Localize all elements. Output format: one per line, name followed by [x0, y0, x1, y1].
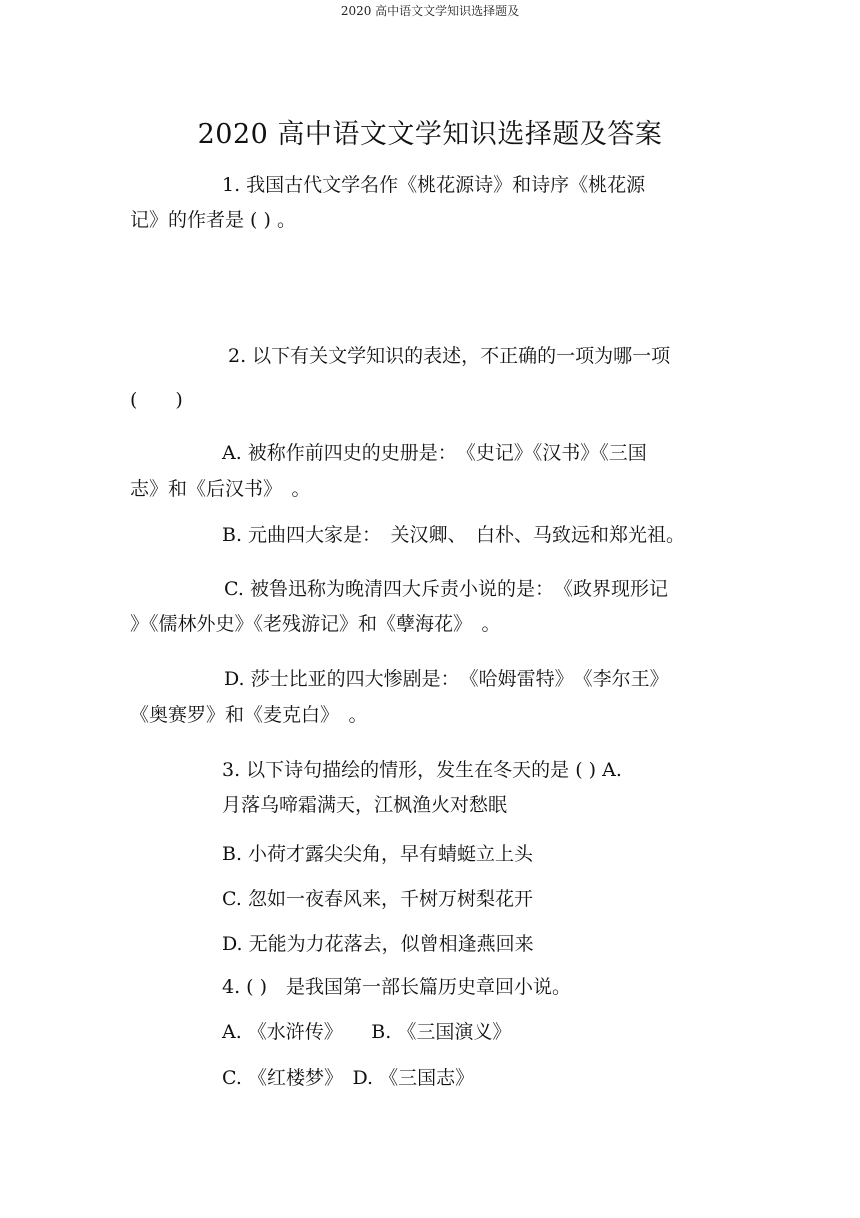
page-header: 2020 高中语文文学知识选择题及: [340, 4, 520, 18]
question-1-line-2: 记》的作者是 ( ) 。: [130, 209, 296, 231]
question-2-option-a-line-1: A. 被称作前四史的史册是： 《史记》《汉书》《三国: [222, 442, 647, 464]
question-2-line-2: ( ): [130, 389, 183, 411]
question-2-option-a-line-2: 志》和《后汉书》 。: [130, 478, 311, 500]
question-4-options-ab: A. 《水浒传》 B. 《三国演义》: [222, 1021, 512, 1043]
question-3-line-1: 3. 以下诗句描绘的情形，发生在冬天的是 ( ) A.: [222, 759, 622, 781]
question-3-option-a: 月落乌啼霜满天，江枫渔火对愁眠: [222, 794, 508, 816]
question-2-line-1: 2. 以下有关文学知识的表述，不正确的一项为哪一项: [228, 345, 671, 367]
question-2-option-c-line-2: 》《儒林外史》《老残游记》和《孽海花》 。: [130, 613, 501, 635]
question-3-option-d: D. 无能为力花落去，似曾相逢燕回来: [222, 933, 534, 955]
question-2-option-b: B. 元曲四大家是： 关汉卿、 白朴、马致远和郑光祖。: [222, 524, 686, 546]
question-4-line-1: 4. ( ) 是我国第一部长篇历史章回小说。: [222, 976, 572, 998]
question-4-options-cd: C. 《红楼梦》 D. 《三国志》: [222, 1067, 475, 1089]
question-1-line-1: 1. 我国古代文学名作《桃花源诗》和诗序《桃花源: [222, 174, 646, 196]
question-3-option-c: C. 忽如一夜春风来，千树万树梨花开: [222, 888, 533, 910]
question-2-option-c-line-1: C. 被鲁迅称为晚清四大斥责小说的是： 《政界现形记: [224, 578, 668, 600]
question-3-option-b: B. 小荷才露尖尖角，早有蜻蜓立上头: [222, 843, 534, 865]
question-2-option-d-line-2: 《奥赛罗》和《麦克白》 。: [130, 704, 368, 726]
question-2-option-d-line-1: D. 莎士比亚的四大惨剧是： 《哈姆雷特》 《李尔王》: [224, 668, 669, 690]
document-title: 2020 高中语文文学知识选择题及答案: [197, 119, 663, 150]
